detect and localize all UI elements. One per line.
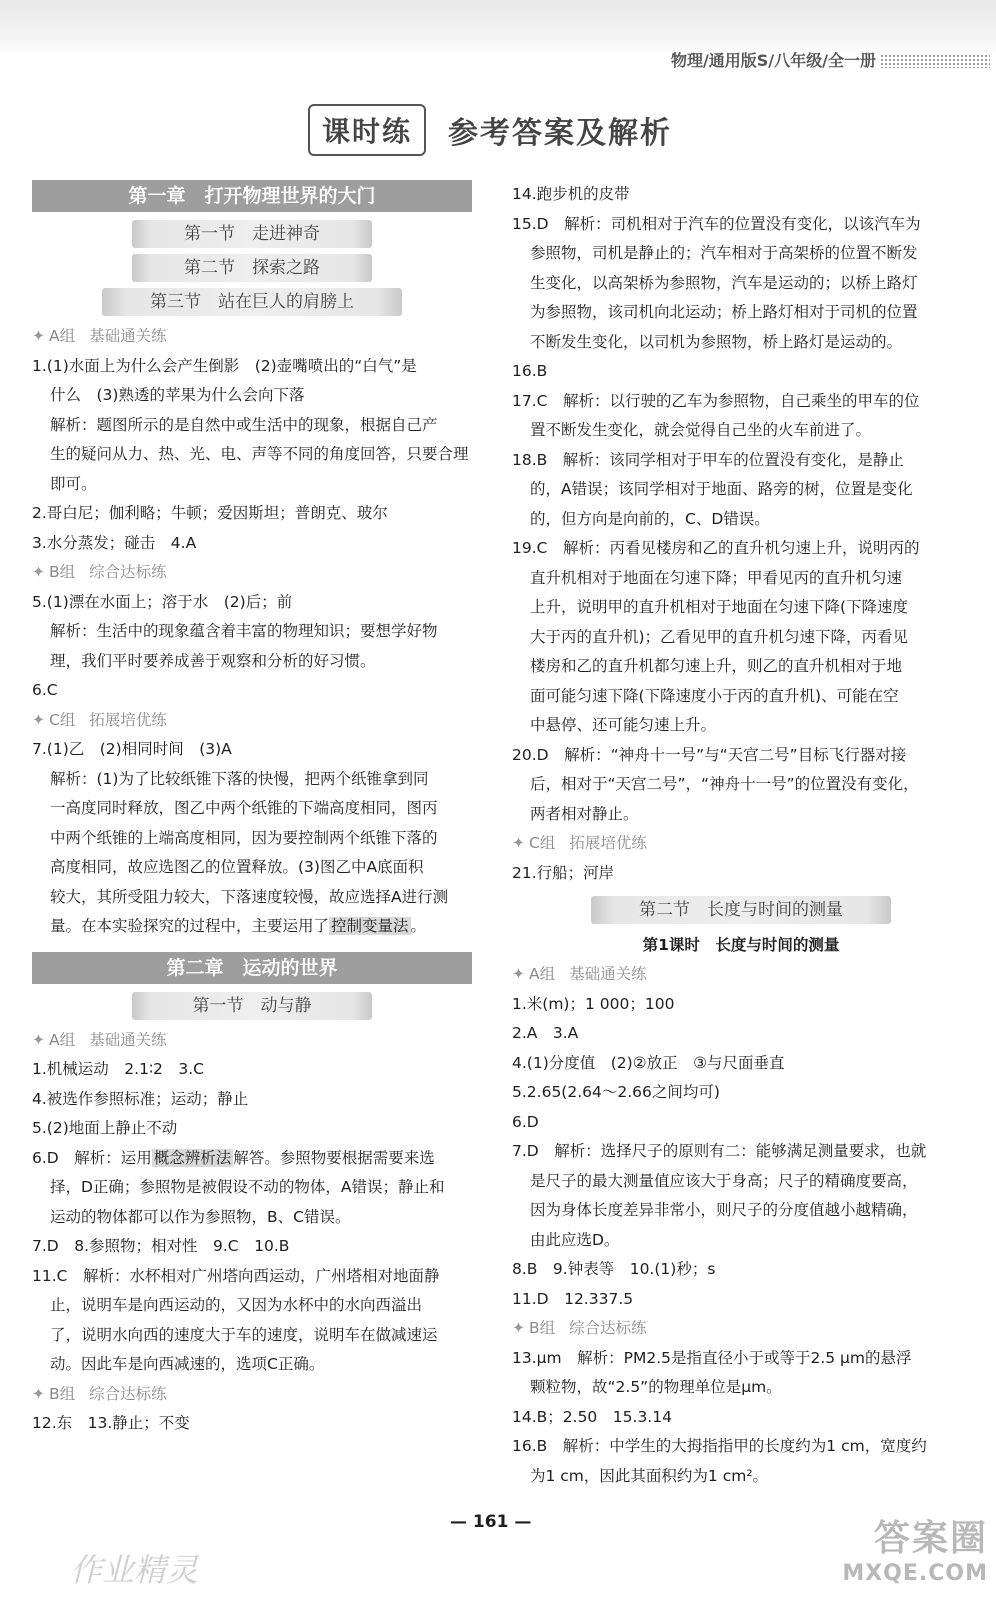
analysis-line: 参照物，司机是静止的；汽车相对于高架桥的位置不断发 — [530, 244, 918, 262]
left-column — [32, 180, 472, 1439]
sparkle-icon: ✦ — [32, 1030, 45, 1049]
section-heading: 第二节 长度与时间的测量 — [591, 896, 891, 924]
page-number: — 161 — — [450, 1512, 532, 1532]
sparkle-icon: ✦ — [32, 1384, 45, 1403]
group-heading: ✦ A组 基础通关练 — [32, 1030, 167, 1049]
analysis-line: 为1 cm，因此其面积约为1 cm²。 — [530, 1466, 769, 1485]
section-heading: 第一节 走进神奇 — [132, 220, 372, 248]
answer-line: 7.(1)乙 (2)相同时间 (3)A — [32, 740, 232, 758]
sparkle-icon: ✦ — [512, 965, 525, 983]
analysis-line: 高度相同，故应选图乙的位置释放。(3)图乙中A底面积 — [50, 858, 424, 876]
analysis-line: 直升机相对于地面在匀速下降；甲看见丙的直升机匀速 — [530, 568, 903, 587]
answer-line: 17.C 解析：以行驶的乙车为参照物，自己乘坐的甲车的位 — [512, 391, 920, 410]
analysis-line: 不断发生变化，以司机为参照物，桥上路灯是运动的。 — [530, 332, 903, 351]
answer-line: 14.跑步机的皮带 — [512, 185, 630, 203]
highlight-term: 概念辨析法 — [153, 1148, 232, 1167]
answer-line: 16.B — [512, 362, 548, 380]
section-heading: 第三节 站在巨人的肩膀上 — [102, 288, 402, 316]
answer-line: 2.A 3.A — [512, 1024, 579, 1042]
answer-line: 11.C 解析：水杯相对广州塔向西运动，广州塔相对地面静 — [32, 1266, 440, 1285]
answer-line: 2.哥白尼；伽利略；牛顿；爱因斯坦；普朗克、玻尔 — [32, 504, 388, 522]
sparkle-icon: ✦ — [32, 710, 45, 729]
analysis-line: 中悬停、还可能匀速上升。 — [530, 716, 717, 734]
answer-line: 5.(1)漂在水面上；溶于水 (2)后；前 — [32, 592, 293, 611]
sparkle-icon: ✦ — [512, 1319, 525, 1337]
answer-line: 5.2.65(2.64～2.66之间均可) — [512, 1083, 720, 1101]
subject-label: 物理/通用版S/八年级/全一册 — [670, 51, 876, 70]
sparkle-icon: ✦ — [512, 834, 525, 852]
analysis-line: 的，A错误；该同学相对于地面、路旁的树，位置是变化 — [530, 480, 913, 498]
analysis-line: 大于丙的直升机)；乙看见甲的直升机匀速下降，丙看见 — [530, 627, 909, 646]
analysis-line: 后，相对于“天宫二号”，“神舟十一号”的位置没有变化， — [530, 775, 919, 793]
section-heading: 第二节 探索之路 — [132, 254, 372, 282]
section-heading: 第一节 动与静 — [132, 992, 372, 1020]
analysis-line: 的，但方向是向前的，C、D错误。 — [530, 509, 770, 528]
group-heading: ✦ B组 综合达标练 — [512, 1319, 647, 1337]
answer-line: 20.D 解析：“神舟十一号”与“天宫二号”目标飞行器对接 — [512, 745, 907, 764]
answer-line: 什么 (3)熟透的苹果为什么会向下落 — [50, 386, 305, 404]
analysis-line: 即可。 — [50, 474, 97, 493]
answer-line: 14.B；2.50 15.3.14 — [512, 1407, 672, 1426]
answer-line: 7.D 8.参照物；相对性 9.C 10.B — [32, 1237, 290, 1255]
analysis-line: 为参照物，该司机向北运动；桥上路灯相对于司机的位置 — [530, 303, 918, 321]
analysis-line: 生变化，以高架桥为参照物，汽车是运动的；以桥上路灯 — [530, 273, 918, 292]
sparkle-icon: ✦ — [32, 327, 45, 345]
title-main: 参考答案及解析 — [448, 116, 673, 151]
answer-line: 12.东 13.静止；不变 — [32, 1414, 190, 1432]
group-heading: ✦ B组 综合达标练 — [32, 1384, 167, 1403]
analysis-line: 解析：题图所示的是自然中或生活中的现象，根据自己产 — [50, 415, 438, 434]
lesson-heading: 第1课时 长度与时间的测量 — [642, 936, 840, 954]
analysis-line: 是尺子的最大测量值应该大于身高；尺子的精确度要高， — [530, 1171, 918, 1190]
highlight-term: 控制变量法 — [331, 917, 409, 935]
analysis-line: 运动的物体都可以作为参照物，B、C错误。 — [50, 1207, 351, 1226]
answer-line: 6.C — [32, 681, 58, 699]
answer-line: 7.D 解析：选择尺子的原则有二：能够满足测量要求，也就 — [512, 1142, 927, 1160]
answer-line: 3.水分蒸发；碰击 4.A — [32, 533, 197, 552]
answer-line: 6.D 解析：运用 概念辨析法 解答。参照物要根据需要来选 — [32, 1148, 435, 1167]
answer-line: 16.B 解析：中学生的大拇指指甲的长度约为1 cm，宽度约 — [512, 1437, 927, 1455]
right-column — [512, 180, 970, 1491]
group-heading: ✦ B组 综合达标练 — [32, 563, 167, 581]
watermark-right: 答案圈 MXQE.COM — [842, 1518, 988, 1586]
analysis-line: 中两个纸锥的上端高度相同，因为要控制两个纸锥下落的 — [50, 828, 438, 847]
group-heading: ✦ C组 拓展培优练 — [32, 710, 167, 729]
analysis-line: 由此应选D。 — [530, 1230, 620, 1249]
analysis-line: 解析：生活中的现象蕴含着丰富的物理知识；要想学好物 — [50, 622, 438, 640]
analysis-line: 量。在本实验探究的过程中，主要运用了 控制变量法 。 — [50, 917, 427, 935]
answer-line: 4.(1)分度值 (2)②放正 ③与尺面垂直 — [512, 1053, 785, 1072]
analysis-line: 了，说明水向西的速度大于车的速度，说明车在做减速运 — [50, 1325, 438, 1344]
chapter-2-heading: 第二章 运动的世界 — [32, 952, 472, 984]
answer-line: 21.行船；河岸 — [512, 863, 615, 882]
answer-line: 8.B 9.钟表等 10.(1)秒；s — [512, 1260, 716, 1278]
answer-line: 18.B 解析：该同学相对于甲车的位置没有变化，是静止 — [512, 450, 904, 469]
analysis-line: 动。因此车是向西减速的，选项C正确。 — [50, 1355, 325, 1373]
answer-line: 4.被选作参照标准；运动；静止 — [32, 1089, 249, 1108]
analysis-line: 择，D正确；参照物是被假设不动的物体，A错误；静止和 — [50, 1178, 445, 1196]
analysis-line: 理，我们平时要养成善于观察和分析的好习惯。 — [50, 651, 376, 670]
watermark-left: 作业精灵 — [70, 1551, 199, 1589]
chapter-1-heading: 第一章 打开物理世界的大门 — [32, 180, 472, 212]
analysis-line: 较大，其所受阻力较大，下落速度较慢，故应选择A进行测 — [50, 887, 449, 906]
analysis-line: 因为身体长度差异非常小，则尺子的分度值越小越精确， — [530, 1201, 918, 1219]
analysis-line: 颗粒物，故“2.5”的物理单位是μm。 — [530, 1378, 782, 1396]
analysis-line: 上升，说明甲的直升机相对于地面在匀速下降(下降速度 — [530, 598, 909, 616]
analysis-line: 一高度同时释放，图乙中两个纸锥的下端高度相同，图丙 — [50, 799, 438, 817]
answer-line: 1.(1)水面上为什么会产生倒影 (2)壶嘴喷出的“白气”是 — [32, 356, 417, 375]
group-heading: ✦ A组 基础通关练 — [32, 327, 167, 345]
answer-line: 15.D 解析：司机相对于汽车的位置没有变化，以该汽车为 — [512, 214, 921, 233]
analysis-line: 止，说明车是向西运动的，又因为水杯中的水向西溢出 — [50, 1296, 423, 1314]
analysis-line: 生的疑问从力、热、光、电、声等不同的角度回答，只要合理 — [50, 445, 469, 463]
header-dots — [880, 54, 990, 68]
answer-line: 1.机械运动 2.1∶2 3.C — [32, 1060, 204, 1078]
group-heading: ✦ C组 拓展培优练 — [512, 834, 647, 852]
group-heading: ✦ A组 基础通关练 — [512, 965, 647, 983]
analysis-line: 置不断发生变化，就会觉得自己坐的火车前进了。 — [530, 421, 872, 439]
answer-line: 6.D — [512, 1112, 539, 1131]
sparkle-icon: ✦ — [32, 563, 45, 581]
analysis-line: 楼房和乙的直升机都匀速上升，则乙的直升机相对于地 — [530, 657, 903, 675]
analysis-line: 解析：(1)为了比较纸锥下落的快慢，把两个纸锥拿到同 — [50, 769, 429, 788]
answer-line: 5.(2)地面上静止不动 — [32, 1119, 178, 1137]
title-box: 课时练 — [308, 104, 426, 156]
answer-line: 1.米(m)；1 000；100 — [512, 994, 675, 1013]
answer-line: 19.C 解析：丙看见楼房和乙的直升机匀速上升，说明丙的 — [512, 539, 920, 557]
analysis-line: 两者相对静止。 — [530, 804, 639, 823]
analysis-line: 面可能匀速下降(下降速度小于丙的直升机)、可能在空 — [530, 686, 899, 705]
page-title — [308, 104, 672, 156]
answer-line: 13.μm 解析：PM2.5是指直径小于或等于2.5 μm的悬浮 — [512, 1348, 912, 1367]
answer-line: 11.D 12.337.5 — [512, 1289, 634, 1308]
